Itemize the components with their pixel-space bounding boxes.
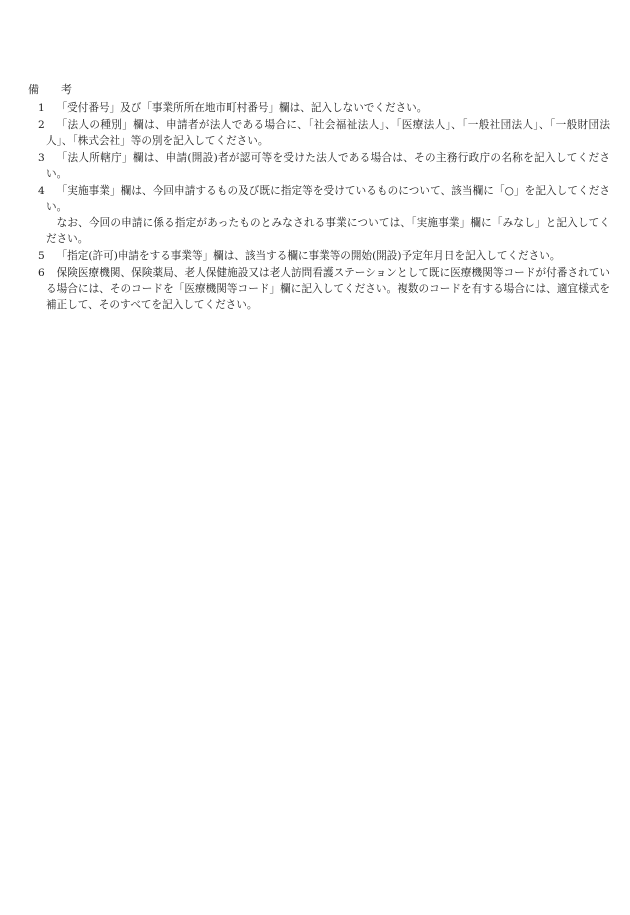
remark-number: 5 (38, 250, 45, 263)
remark-text: 「指定(許可)申請をする事業等」欄は、該当する欄に事業等の開始(開設)予定年月日を記入してください。 (56, 250, 561, 263)
remarks-list (28, 100, 610, 314)
remark-text: 「実施事業」欄は、今回申請するもの及び既に指定等を受けているものについて、該当欄に「○」を記入してください。 (46, 184, 610, 213)
remark-item-1 (28, 100, 610, 116)
remark-text: 「法人の種別」欄は、申請者が法人である場合に、「社会福祉法人」、「医療法人」、「一般社団法人」、「一般財団法人」、「株式会社」等の別を記入してください。 (46, 118, 610, 147)
remark-text: 保険医療機関、保険薬局、老人保健施設又は老人訪問看護ステーションとして既に医療機関等コードが付番されている場合には、そのコードを「医療機関等コード」欄に記入してください。複数のコードを有する場合には、適宜様式を補正して、そのすべてを記入してください。 (46, 267, 610, 312)
remark-number: 6 (38, 267, 45, 279)
remark-number: 2 (38, 118, 45, 131)
remark-number: 3 (38, 151, 45, 164)
remark-item-5 (28, 248, 610, 264)
remarks-heading: 備 考 (28, 83, 72, 96)
remark-item-6 (28, 265, 610, 314)
remark-subtext: なお、今回の申請に係る指定があったものとみなされる事業については、「実施事業」欄に「みなし」と記入してください。 (46, 217, 610, 246)
remark-text: 「受付番号」及び「事業所所在地市町村番号」欄は、記入しないでください。 (56, 102, 428, 114)
remark-number: 1 (38, 102, 45, 114)
remark-item-3 (28, 150, 610, 182)
remark-text: 「法人所轄庁」欄は、申請(開設)者が認可等を受けた法人である場合は、その主務行政庁の名称を記入してください。 (46, 151, 610, 180)
remark-item-4 (28, 183, 610, 248)
remark-number: 4 (38, 184, 45, 197)
remark-item-2 (28, 117, 610, 149)
